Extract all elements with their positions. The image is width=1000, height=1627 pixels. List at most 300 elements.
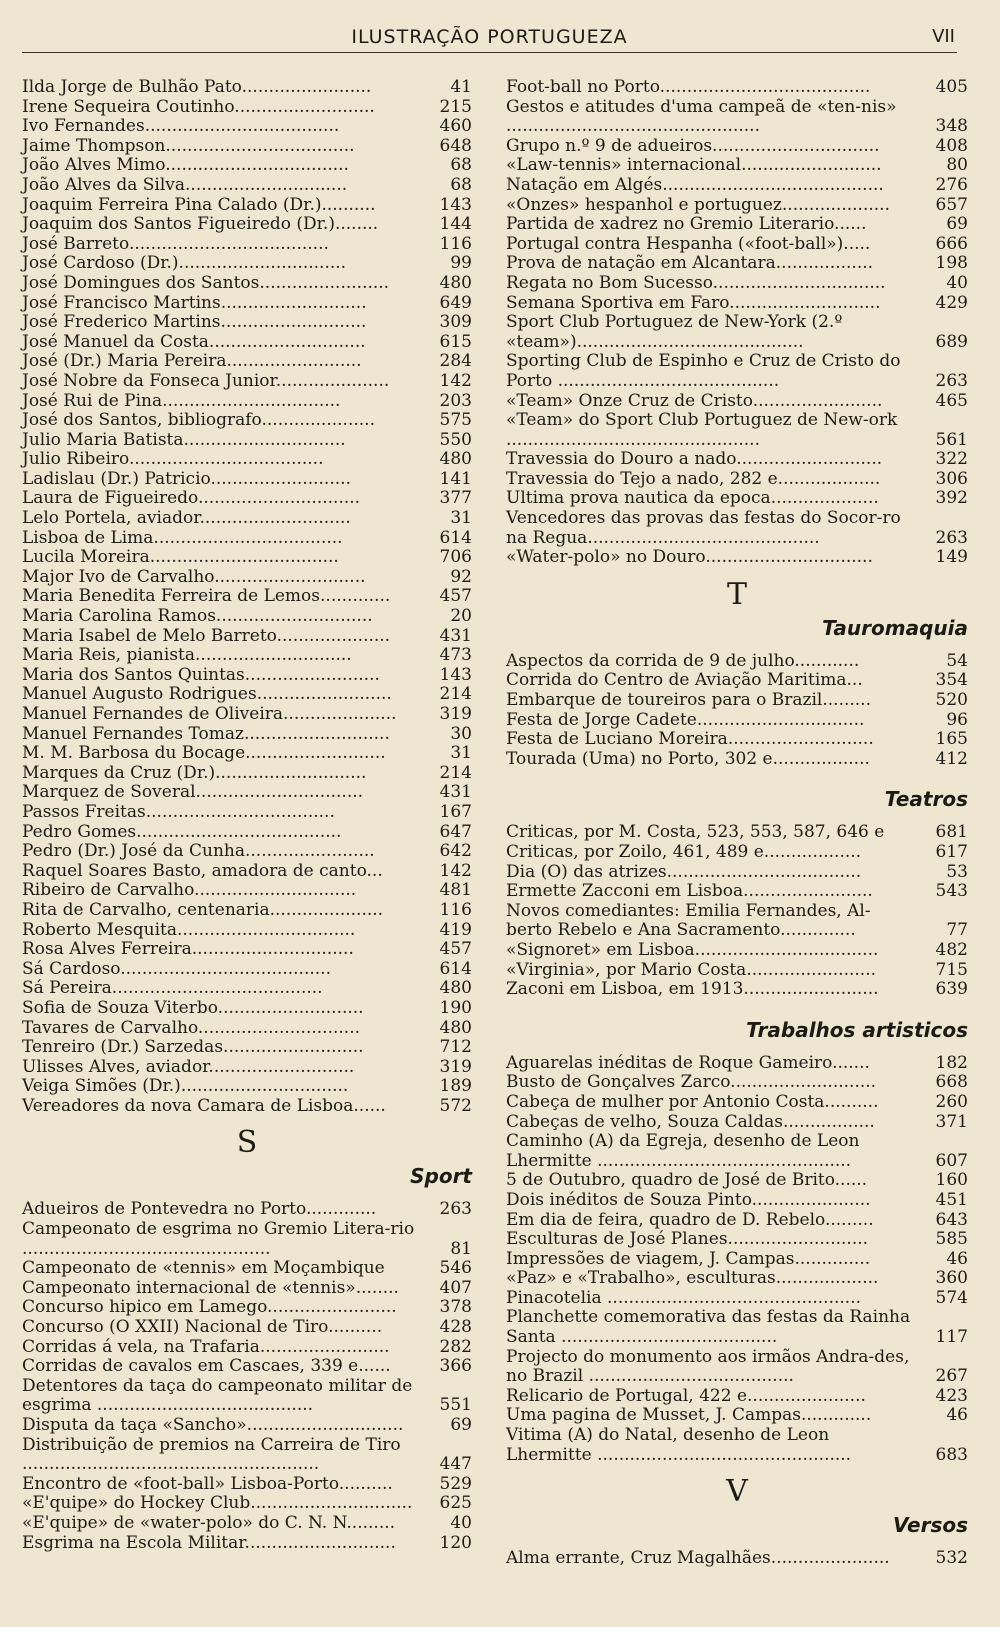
entry-page: 639 [935, 979, 968, 1000]
entry-page: 378 [439, 1297, 472, 1318]
entry-title: Festa de Jorge Cadete............................... [506, 709, 865, 730]
entry-page: 429 [935, 292, 968, 313]
index-entry [506, 254, 968, 274]
entry-title: Foot-ball no Porto....................................... [506, 77, 871, 97]
entry-page: 625 [439, 1493, 472, 1514]
entry-page: 306 [935, 468, 968, 489]
entry-title: Encontro de «foot-ball» Lisboa-Porto.......... [22, 1473, 393, 1494]
entry-page: 460 [439, 116, 472, 137]
entry-title: João Alves da Silva.............................. [22, 174, 348, 195]
entry-page: 92 [450, 566, 472, 587]
index-entry [22, 215, 472, 235]
entry-page: 354 [935, 670, 968, 691]
entry-page: 31 [450, 743, 472, 764]
index-entry [22, 607, 472, 627]
index-entry [506, 843, 968, 863]
entry-title: Travessia do Douro a nado........................... [506, 449, 883, 470]
index-entry [22, 450, 472, 470]
entry-title: Grupo n.º 9 de adueiros............................... [506, 135, 880, 156]
entry-title: Irene Sequeira Coutinho.......................... [22, 96, 375, 117]
index-entry [506, 1250, 968, 1270]
entry-page: 371 [935, 1111, 968, 1132]
index-list-i-r [22, 78, 472, 1116]
entry-title: Tourada (Uma) no Porto, 302 e.................. [506, 748, 870, 769]
index-entry [22, 666, 472, 686]
entry-title: Rita de Carvalho, centenaria..................... [22, 899, 384, 920]
index-list-versos [506, 1549, 968, 1569]
entry-page: 31 [450, 508, 472, 529]
index-entry [22, 979, 472, 999]
entry-page: 282 [439, 1336, 472, 1357]
entry-title: Semana Sportiva em Faro............................ [506, 292, 881, 313]
entry-title: Cabeça de mulher por Antonio Costa.......... [506, 1091, 879, 1112]
section-title-tauromaquia: Tauromaquia [822, 615, 968, 640]
index-entry [22, 176, 472, 196]
entry-page: 214 [439, 684, 472, 705]
entry-page: 99 [450, 253, 472, 274]
index-entry [506, 215, 968, 235]
entry-page: 451 [935, 1189, 968, 1210]
index-entry [22, 842, 472, 862]
index-entry [22, 783, 472, 803]
entry-title: «Onzes» hespanhol e portuguez.................... [506, 194, 890, 215]
index-entry [506, 1191, 968, 1211]
index-entry [22, 744, 472, 764]
entry-title: Zaconi em Lisboa, em 1913......................... [506, 979, 879, 1000]
entry-page: 263 [935, 370, 968, 391]
entry-title: Julio Maria Batista.............................. [22, 429, 346, 450]
entry-page: 607 [935, 1150, 968, 1171]
entry-page: 309 [439, 312, 472, 333]
entry-title: Partida de xadrez no Gremio Literario...... [506, 214, 867, 235]
entry-title: José (Dr.) Maria Pereira......................... [22, 351, 362, 372]
entry-title: Vitima (A) do Natal, desenho de Leon Lhermitte ............................................... [506, 1425, 852, 1465]
entry-title: José dos Santos, bibliografo..................... [22, 410, 375, 431]
entry-page: 647 [439, 821, 472, 842]
entry-page: 260 [935, 1091, 968, 1112]
index-entry [506, 711, 968, 731]
index-entry [22, 411, 472, 431]
index-entry [506, 294, 968, 314]
index-entry [22, 1534, 472, 1554]
entry-title: Marquez de Soveral............................... [22, 782, 364, 803]
entry-title: Sporting Club de Espinho e Cruz de Cristo do Porto ......................................... [506, 351, 901, 391]
entry-page: 20 [450, 606, 472, 627]
entry-page: 46 [946, 1405, 968, 1426]
index-entry [506, 691, 968, 711]
index-entry [22, 117, 472, 137]
index-entry [22, 78, 472, 98]
entry-page: 428 [439, 1317, 472, 1338]
index-entry [22, 1494, 472, 1514]
index-entry [506, 470, 968, 490]
entry-title: Ultima prova nautica da epoca.................... [506, 488, 879, 509]
entry-title: 5 de Outubro, quadro de José de Brito...... [506, 1170, 868, 1191]
running-title: ILUSTRAÇÃO PORTUGUEZA [351, 26, 628, 48]
entry-title: Aspectos da corrida de 9 de julho............ [506, 650, 860, 671]
index-entry [22, 352, 472, 372]
entry-title: Distribuição de premios na Carreira de Tiro ....................................................... [22, 1434, 401, 1475]
entry-title: «Team» Onze Cruz de Cristo........................ [506, 390, 883, 411]
entry-page: 203 [439, 390, 472, 411]
entry-title: Em dia de feira, quadro de D. Rebelo......... [506, 1209, 874, 1230]
entry-title: Ladislau (Dr.) Patricio.......................... [22, 468, 351, 489]
entry-page: 431 [439, 782, 472, 803]
entry-page: 480 [439, 272, 472, 293]
index-entry [506, 1211, 968, 1231]
entry-title: Concurso hipico em Lamego........................ [22, 1297, 397, 1318]
entry-page: 481 [439, 880, 472, 901]
entry-title: Regata no Bom Sucesso................................ [506, 272, 886, 293]
index-entry [22, 1019, 472, 1039]
entry-title: Lisboa de Lima................................... [22, 527, 343, 548]
index-entry [22, 1416, 472, 1436]
index-entry [506, 450, 968, 470]
index-entry [506, 961, 968, 981]
letter-heading-s: S [236, 1125, 258, 1161]
index-entry [22, 1077, 472, 1097]
entry-title: Disputa da taça «Sancho»............................. [22, 1415, 404, 1435]
index-entry [22, 1279, 472, 1299]
entry-title: Portugal contra Hespanha («foot-ball»)..... [506, 233, 871, 254]
entry-title: Major Ivo de Carvalho............................ [22, 566, 366, 587]
entry-page: 668 [935, 1072, 968, 1093]
entry-title: Veiga Simões (Dr.)............................... [22, 1076, 349, 1097]
index-entry [22, 431, 472, 451]
index-entry [506, 1171, 968, 1191]
entry-page: 81 [450, 1238, 472, 1259]
entry-title: Ilda Jorge de Bulhão Pato........................ [22, 77, 372, 97]
entry-title: Dois inéditos de Souza Pinto...................... [506, 1189, 871, 1210]
left-column [22, 78, 472, 1553]
entry-title: Maria Benedita Ferreira de Lemos............. [22, 586, 391, 607]
entry-title: Manuel Fernandes de Oliveira..................... [22, 704, 397, 724]
index-entry [506, 1387, 968, 1407]
index-entry [506, 902, 968, 941]
index-entry [22, 509, 472, 529]
index-entry [22, 1259, 472, 1279]
entry-page: 392 [935, 488, 968, 509]
index-entry [506, 1549, 968, 1569]
index-entry [22, 1318, 472, 1338]
entry-page: 143 [439, 664, 472, 685]
index-entry [506, 1054, 968, 1074]
index-list-teatros [506, 823, 968, 999]
entry-page: 561 [935, 429, 968, 450]
entry-title: Campeonato de «tennis» em Moçambique [22, 1258, 385, 1279]
index-entry [22, 156, 472, 176]
index-entry [22, 392, 472, 412]
entry-page: 520 [935, 690, 968, 711]
entry-title: Prova de natação em Alcantara.................. [506, 253, 874, 274]
entry-title: Adueiros de Pontevedra no Porto............. [22, 1199, 377, 1220]
entry-page: 80 [946, 155, 968, 176]
index-entry [506, 352, 968, 391]
entry-page: 348 [935, 116, 968, 137]
entry-page: 405 [935, 77, 968, 97]
entry-title: Raquel Soares Basto, amadora de canto... [22, 860, 383, 881]
index-entry [22, 1200, 472, 1220]
index-entry [22, 901, 472, 921]
entry-title: «Paz» e «Trabalho», esculturas................... [506, 1268, 879, 1289]
entry-title: José Nobre da Fonseca Junior..................... [22, 370, 390, 391]
section-title-trabalhos: Trabalhos artisticos [746, 1017, 968, 1042]
entry-page: 40 [946, 272, 968, 293]
index-entry [506, 392, 968, 412]
index-entry [506, 156, 968, 176]
index-entry [506, 509, 968, 548]
entry-title: Roberto Mesquita................................. [22, 919, 356, 940]
entry-title: «Team» do Sport Club Portuguez de New-ork ............................................... [506, 410, 898, 450]
entry-page: 480 [439, 449, 472, 470]
index-entry [506, 882, 968, 902]
entry-page: 615 [439, 331, 472, 352]
index-entry [22, 646, 472, 666]
index-entry [506, 411, 968, 450]
index-entry [506, 1289, 968, 1309]
index-entry [506, 137, 968, 157]
entry-page: 473 [439, 645, 472, 666]
entry-page: 529 [439, 1473, 472, 1494]
entry-title: José Cardoso (Dr.)............................... [22, 253, 347, 274]
entry-page: 40 [450, 1512, 472, 1533]
index-entry [22, 274, 472, 294]
entry-title: Joaquim Ferreira Pina Calado (Dr.).......... [22, 194, 376, 215]
entry-page: 215 [439, 96, 472, 117]
entry-page: 423 [935, 1385, 968, 1406]
entry-title: Vereadores da nova Camara de Lisboa...... [22, 1095, 386, 1116]
entry-title: Maria dos Santos Quintas......................... [22, 664, 380, 685]
index-entry [506, 1073, 968, 1093]
entry-page: 465 [935, 390, 968, 411]
entry-title: Natação em Algés......................................... [506, 174, 884, 195]
entry-page: 551 [439, 1395, 472, 1416]
entry-title: Impressões de viagem, J. Campas.............. [506, 1248, 871, 1269]
index-entry [506, 274, 968, 294]
entry-title: Busto de Gonçalves Zarco........................... [506, 1072, 877, 1093]
entry-title: Gestos e atitudes d'uma campeã de «ten-nis» ............................................... [506, 96, 897, 137]
entry-page: 69 [450, 1415, 472, 1435]
entry-title: Esgrima na Escola Militar............................ [22, 1532, 396, 1553]
entry-page: 447 [439, 1454, 472, 1475]
entry-page: 68 [450, 155, 472, 176]
entry-page: 68 [450, 174, 472, 195]
index-entry [22, 254, 472, 274]
index-entry [506, 652, 968, 672]
index-entry [22, 548, 472, 568]
entry-page: 572 [439, 1095, 472, 1116]
entry-title: Ermette Zacconi em Lisboa........................ [506, 881, 873, 902]
entry-page: 69 [946, 214, 968, 235]
index-entry [22, 921, 472, 941]
index-entry [22, 470, 472, 490]
entry-title: «E'quipe» do Hockey Club.............................. [22, 1493, 413, 1514]
entry-page: 648 [439, 135, 472, 156]
entry-page: 681 [935, 822, 968, 843]
index-entry [506, 750, 968, 770]
index-entry [22, 1377, 472, 1416]
entry-page: 142 [439, 370, 472, 391]
entry-title: Alma errante, Cruz Magalhães...................... [506, 1548, 890, 1569]
entry-title: Criticas, por M. Costa, 523, 553, 587, 646 e [506, 822, 885, 843]
entry-title: Sá Cardoso....................................... [22, 958, 331, 979]
entry-page: 276 [935, 174, 968, 195]
index-entry [506, 863, 968, 883]
entry-page: 263 [439, 1199, 472, 1220]
entry-title: Detentores da taça do campeonato militar de esgrima ........................................ [22, 1375, 413, 1416]
entry-title: Corridas á vela, na Trafaria........................ [22, 1336, 390, 1357]
entry-page: 412 [935, 748, 968, 769]
entry-page: 642 [439, 841, 472, 862]
entry-page: 319 [439, 704, 472, 724]
entry-page: 574 [935, 1287, 968, 1308]
entry-title: Concurso (O XXII) Nacional de Tiro.......... [22, 1317, 383, 1338]
entry-page: 190 [439, 997, 472, 1018]
page-number: VII [932, 26, 955, 47]
section-title-versos: Versos [893, 1513, 968, 1538]
entry-title: Travessia do Tejo a nado, 282 e................... [506, 468, 881, 489]
entry-page: 532 [935, 1548, 968, 1569]
index-entry [22, 999, 472, 1019]
entry-title: Planchette comemorativa das festas da Rainha Santa ........................................ [506, 1307, 911, 1348]
entry-title: João Alves Mimo.................................. [22, 155, 349, 176]
entry-title: José Domingues dos Santos........................ [22, 272, 390, 293]
index-entry [506, 1269, 968, 1289]
entry-title: Uma pagina de Musset, J. Campas............. [506, 1405, 872, 1426]
entry-title: José Manuel da Costa............................. [22, 331, 366, 352]
index-entry [506, 548, 968, 568]
entry-title: Jaime Thompson................................... [22, 135, 355, 156]
index-entry [506, 941, 968, 961]
entry-title: «E'quipe» de «water-polo» do C. N. N......... [22, 1512, 396, 1533]
index-entry [22, 627, 472, 647]
entry-title: «Signoret» em Lisboa.................................. [506, 939, 879, 960]
entry-title: Corridas de cavalos em Cascaes, 339 e...... [22, 1356, 391, 1377]
index-entry [506, 489, 968, 509]
entry-page: 144 [439, 214, 472, 235]
entry-page: 319 [439, 1056, 472, 1077]
entry-title: «Water-polo» no Douro............................... [506, 547, 873, 568]
entry-page: 214 [439, 762, 472, 783]
entry-title: Ribeiro de Carvalho.............................. [22, 880, 357, 901]
entry-page: 167 [439, 801, 472, 822]
index-list-sport [22, 1200, 472, 1553]
entry-title: Sá Pereira....................................... [22, 978, 323, 999]
section-title-sport: Sport [410, 1164, 472, 1189]
letter-heading-v: V [726, 1474, 748, 1510]
index-entry [506, 1132, 968, 1171]
entry-page: 149 [935, 547, 968, 568]
entry-title: Pedro (Dr.) José da Cunha........................ [22, 841, 375, 862]
entry-title: Rosa Alves Ferreira.............................. [22, 939, 354, 960]
index-entry [22, 960, 472, 980]
entry-page: 689 [935, 331, 968, 352]
entry-title: Julio Ribeiro.................................... [22, 449, 324, 470]
entry-page: 142 [439, 860, 472, 881]
entry-page: 53 [946, 861, 968, 882]
entry-page: 614 [439, 958, 472, 979]
index-entry [22, 940, 472, 960]
index-entry [506, 313, 968, 352]
entry-page: 407 [439, 1277, 472, 1298]
entry-page: 41 [450, 77, 472, 97]
entry-title: Ivo Fernandes.................................... [22, 116, 340, 137]
entry-title: Joaquim dos Santos Figueiredo (Dr.)........ [22, 214, 379, 235]
index-list-tauromaquia [506, 652, 968, 770]
entry-page: 160 [935, 1170, 968, 1191]
entry-title: Maria Isabel de Melo Barreto..................... [22, 625, 391, 646]
entry-title: Lelo Portela, aviador............................ [22, 508, 351, 529]
entry-page: 550 [439, 429, 472, 450]
index-list-sport-cont [506, 78, 968, 568]
entry-title: Tavares de Carvalho.............................. [22, 1017, 360, 1038]
entry-title: Passos Freitas................................... [22, 801, 335, 822]
page-header [22, 26, 957, 53]
entry-page: 263 [935, 527, 968, 548]
entry-page: 482 [935, 939, 968, 960]
entry-title: Embarque de toureiros para o Brazil......... [506, 690, 871, 711]
index-entry [22, 1058, 472, 1078]
index-entry [506, 176, 968, 196]
entry-page: 165 [935, 729, 968, 750]
entry-title: Aguarelas inéditas de Roque Gameiro....... [506, 1052, 870, 1073]
entry-page: 322 [935, 449, 968, 470]
entry-page: 366 [439, 1356, 472, 1377]
entry-page: 546 [439, 1258, 472, 1279]
entry-page: 284 [439, 351, 472, 372]
entry-page: 96 [946, 709, 968, 730]
entry-title: Novos comediantes: Emilia Fernandes, Al-berto Rebelo e Ana Sacramento.............. [506, 900, 871, 941]
index-entry [506, 1230, 968, 1250]
entry-page: 116 [439, 233, 472, 254]
index-entry [22, 1475, 472, 1495]
right-column [506, 78, 968, 1569]
entry-page: 666 [935, 233, 968, 254]
index-entry [22, 1338, 472, 1358]
index-entry [506, 671, 968, 691]
entry-title: Sofia de Souza Viterbo........................... [22, 997, 364, 1018]
index-entry [22, 489, 472, 509]
index-entry [22, 1220, 472, 1259]
entry-title: Projecto do monumento aos irmãos Andra-des, no Brazil ...................................... [506, 1346, 910, 1387]
entry-title: Pinacotelia ............................................... [506, 1287, 861, 1308]
index-entry [22, 725, 472, 745]
entry-title: Maria Carolina Ramos............................. [22, 606, 373, 627]
entry-page: 143 [439, 194, 472, 215]
entry-title: Manuel Augusto Rodrigues......................... [22, 684, 392, 705]
entry-title: Marques da Cruz (Dr.)............................ [22, 762, 367, 783]
section-title-teatros: Teatros [884, 787, 968, 812]
entry-title: Tenreiro (Dr.) Sarzedas.......................... [22, 1037, 364, 1058]
index-entry [22, 568, 472, 588]
entry-page: 457 [439, 586, 472, 607]
entry-page: 182 [935, 1052, 968, 1073]
entry-title: Laura de Figueiredo.............................. [22, 488, 361, 509]
entry-title: José Frederico Martins........................... [22, 312, 367, 333]
entry-title: «Law-tennis» internacional.......................... [506, 155, 882, 176]
entry-page: 683 [935, 1444, 968, 1465]
index-list-trabalhos [506, 1054, 968, 1465]
index-entry [22, 333, 472, 353]
index-entry [506, 1113, 968, 1133]
entry-title: Caminho (A) da Egreja, desenho de Leon Lhermitte ............................................... [506, 1131, 860, 1171]
index-entry [22, 1298, 472, 1318]
entry-page: 189 [439, 1076, 472, 1097]
entry-page: 141 [439, 468, 472, 489]
entry-page: 715 [935, 959, 968, 980]
entry-page: 30 [450, 723, 472, 744]
entry-page: 116 [439, 899, 472, 920]
